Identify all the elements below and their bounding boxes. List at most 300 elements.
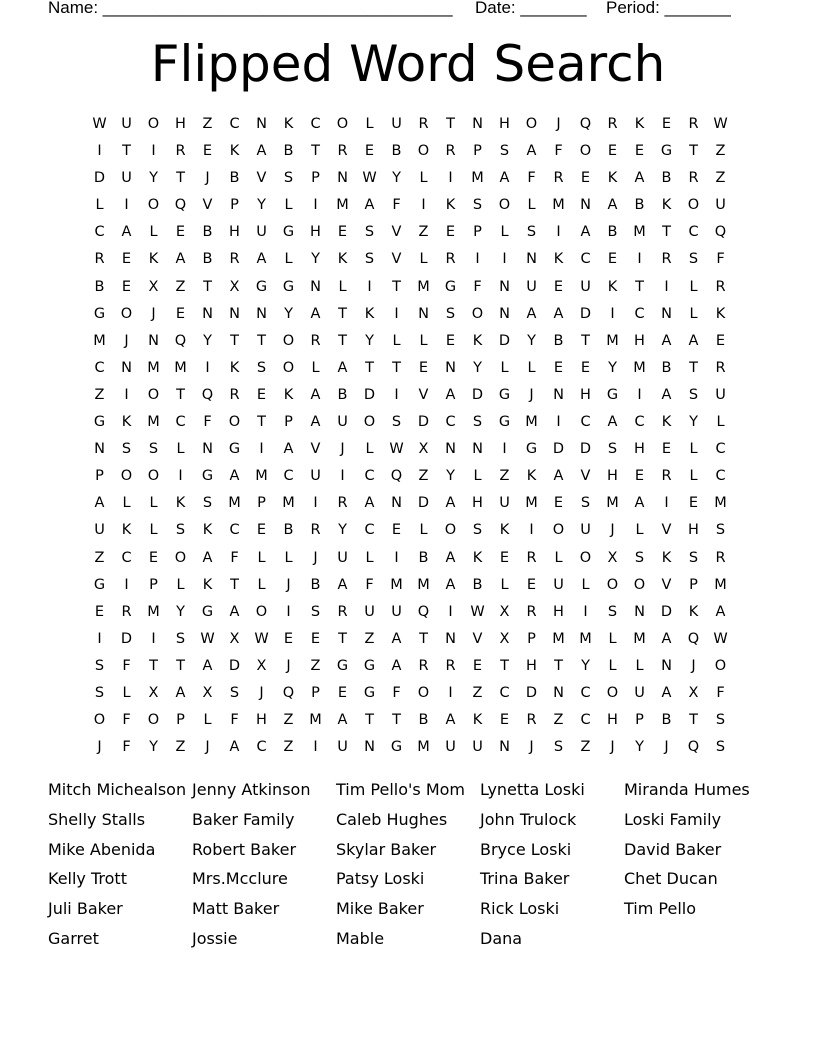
grid-letter[interactable]: Y: [527, 332, 536, 349]
grid-letter[interactable]: K: [202, 576, 213, 593]
grid-letter[interactable]: S: [364, 224, 375, 241]
grid-letter[interactable]: R: [121, 603, 132, 620]
grid-letter[interactable]: I: [97, 630, 102, 647]
grid-letter[interactable]: P: [149, 576, 158, 593]
grid-letter[interactable]: G: [363, 684, 376, 701]
grid-letter[interactable]: W: [389, 441, 404, 458]
grid-letter[interactable]: A: [607, 197, 618, 214]
grid-letter[interactable]: O: [282, 332, 295, 349]
grid-letter[interactable]: I: [151, 630, 156, 647]
grid-letter[interactable]: T: [176, 170, 185, 187]
grid-letter[interactable]: L: [689, 441, 698, 458]
grid-letter[interactable]: O: [606, 684, 619, 701]
grid-letter[interactable]: E: [337, 684, 348, 701]
grid-letter[interactable]: L: [284, 251, 293, 268]
grid-letter[interactable]: V: [580, 468, 591, 485]
grid-letter[interactable]: C: [175, 414, 186, 431]
grid-letter[interactable]: H: [553, 603, 564, 620]
grid-letter[interactable]: G: [660, 143, 673, 160]
grid-letter[interactable]: T: [257, 332, 266, 349]
grid-letter[interactable]: E: [526, 576, 537, 593]
grid-letter[interactable]: F: [473, 278, 482, 295]
grid-letter[interactable]: L: [176, 576, 185, 593]
grid-letter[interactable]: U: [391, 603, 402, 620]
grid-letter[interactable]: L: [338, 278, 347, 295]
grid-letter[interactable]: Y: [608, 359, 617, 376]
grid-letter[interactable]: Z: [715, 170, 726, 187]
grid-letter[interactable]: O: [228, 414, 241, 431]
grid-letter[interactable]: D: [228, 657, 241, 674]
grid-letter[interactable]: E: [580, 170, 591, 187]
grid-letter[interactable]: Y: [203, 332, 212, 349]
grid-letter[interactable]: E: [94, 603, 105, 620]
grid-letter[interactable]: C: [229, 522, 240, 539]
grid-letter[interactable]: I: [637, 251, 642, 268]
grid-letter[interactable]: I: [313, 197, 318, 214]
grid-letter[interactable]: U: [121, 116, 132, 132]
grid-letter[interactable]: V: [661, 522, 672, 539]
grid-letter[interactable]: A: [283, 441, 294, 458]
grid-letter[interactable]: P: [473, 224, 482, 241]
grid-letter[interactable]: O: [363, 414, 376, 431]
grid-letter[interactable]: I: [124, 576, 129, 593]
grid-letter[interactable]: L: [419, 522, 428, 539]
grid-letter[interactable]: N: [499, 739, 510, 756]
grid-letter[interactable]: J: [340, 441, 345, 458]
grid-letter[interactable]: O: [93, 712, 106, 729]
grid-letter[interactable]: U: [121, 170, 132, 187]
grid-letter[interactable]: K: [202, 522, 213, 539]
grid-letter[interactable]: A: [364, 197, 375, 214]
grid-letter[interactable]: F: [365, 576, 374, 593]
grid-letter[interactable]: R: [607, 116, 618, 132]
grid-letter[interactable]: F: [554, 143, 563, 160]
grid-letter[interactable]: M: [714, 495, 727, 512]
grid-letter[interactable]: U: [310, 468, 321, 485]
grid-letter[interactable]: S: [688, 251, 699, 268]
grid-letter[interactable]: F: [716, 684, 725, 701]
grid-letter[interactable]: A: [445, 386, 456, 403]
grid-letter[interactable]: L: [500, 576, 509, 593]
grid-letter[interactable]: A: [688, 332, 699, 349]
grid-letter[interactable]: G: [363, 657, 376, 674]
grid-letter[interactable]: I: [448, 603, 453, 620]
grid-letter[interactable]: S: [715, 739, 726, 756]
grid-letter[interactable]: M: [417, 278, 430, 295]
grid-letter[interactable]: T: [203, 278, 212, 295]
grid-letter[interactable]: Z: [418, 224, 429, 241]
grid-letter[interactable]: T: [635, 278, 644, 295]
grid-letter[interactable]: K: [607, 278, 618, 295]
grid-letter[interactable]: M: [309, 712, 322, 729]
grid-letter[interactable]: A: [364, 495, 375, 512]
grid-letter[interactable]: U: [472, 739, 483, 756]
grid-letter[interactable]: Y: [446, 468, 455, 485]
grid-letter[interactable]: E: [445, 332, 456, 349]
grid-letter[interactable]: E: [418, 359, 429, 376]
grid-letter[interactable]: N: [445, 359, 456, 376]
grid-letter[interactable]: X: [688, 684, 699, 701]
grid-letter[interactable]: J: [259, 684, 264, 701]
grid-letter[interactable]: M: [525, 414, 538, 431]
grid-letter[interactable]: N: [661, 305, 672, 322]
grid-letter[interactable]: O: [633, 576, 646, 593]
grid-letter[interactable]: T: [149, 657, 158, 674]
grid-letter[interactable]: A: [94, 495, 105, 512]
period-field-label[interactable]: Period: _______: [606, 0, 731, 17]
grid-letter[interactable]: N: [472, 441, 483, 458]
grid-letter[interactable]: I: [664, 495, 669, 512]
grid-letter[interactable]: X: [256, 657, 267, 674]
grid-letter[interactable]: B: [472, 576, 483, 593]
grid-letter[interactable]: L: [581, 576, 590, 593]
grid-letter[interactable]: W: [470, 603, 485, 620]
grid-letter[interactable]: L: [500, 359, 509, 376]
grid-letter[interactable]: X: [418, 441, 429, 458]
grid-letter[interactable]: O: [552, 522, 565, 539]
grid-letter[interactable]: L: [689, 468, 698, 485]
grid-letter[interactable]: L: [716, 414, 725, 431]
grid-letter[interactable]: I: [421, 197, 426, 214]
grid-letter[interactable]: N: [121, 359, 132, 376]
grid-letter[interactable]: E: [175, 224, 186, 241]
grid-letter[interactable]: Y: [338, 522, 347, 539]
grid-letter[interactable]: S: [472, 414, 483, 431]
grid-letter[interactable]: T: [581, 332, 590, 349]
grid-letter[interactable]: E: [580, 359, 591, 376]
grid-letter[interactable]: E: [202, 143, 213, 160]
grid-letter[interactable]: L: [365, 441, 374, 458]
grid-letter[interactable]: S: [499, 143, 510, 160]
grid-letter[interactable]: E: [310, 630, 321, 647]
grid-letter[interactable]: F: [230, 549, 239, 566]
grid-letter[interactable]: O: [147, 386, 160, 403]
grid-letter[interactable]: B: [661, 359, 672, 376]
grid-letter[interactable]: S: [634, 549, 645, 566]
grid-letter[interactable]: K: [526, 468, 537, 485]
grid-letter[interactable]: J: [610, 739, 615, 756]
grid-letter[interactable]: C: [580, 712, 591, 729]
grid-letter[interactable]: Y: [257, 197, 266, 214]
grid-letter[interactable]: I: [313, 739, 318, 756]
grid-letter[interactable]: C: [715, 441, 726, 458]
grid-letter[interactable]: I: [394, 386, 399, 403]
grid-letter[interactable]: B: [391, 143, 402, 160]
grid-letter[interactable]: Z: [94, 549, 105, 566]
grid-letter[interactable]: O: [579, 143, 592, 160]
grid-letter[interactable]: Q: [390, 468, 403, 485]
grid-letter[interactable]: K: [688, 603, 699, 620]
grid-letter[interactable]: L: [419, 251, 428, 268]
grid-letter[interactable]: A: [526, 305, 537, 322]
grid-letter[interactable]: L: [257, 549, 266, 566]
grid-letter[interactable]: M: [417, 739, 430, 756]
grid-letter[interactable]: L: [149, 224, 158, 241]
grid-letter[interactable]: M: [417, 576, 430, 593]
grid-letter[interactable]: N: [391, 495, 402, 512]
grid-letter[interactable]: G: [606, 386, 619, 403]
grid-letter[interactable]: Z: [283, 739, 294, 756]
grid-letter[interactable]: U: [364, 603, 375, 620]
grid-letter[interactable]: T: [311, 143, 320, 160]
name-field-label[interactable]: Name: _____________________________________: [48, 0, 453, 17]
grid-letter[interactable]: C: [94, 224, 105, 241]
grid-letter[interactable]: A: [661, 630, 672, 647]
grid-letter[interactable]: Z: [202, 116, 213, 132]
grid-letter[interactable]: T: [689, 359, 698, 376]
grid-letter[interactable]: N: [499, 305, 510, 322]
grid-letter[interactable]: C: [580, 684, 591, 701]
grid-letter[interactable]: R: [688, 170, 699, 187]
grid-letter[interactable]: I: [124, 197, 129, 214]
grid-letter[interactable]: M: [390, 576, 403, 593]
grid-letter[interactable]: O: [147, 197, 160, 214]
grid-letter[interactable]: K: [337, 251, 348, 268]
grid-letter[interactable]: A: [202, 549, 213, 566]
grid-letter[interactable]: S: [553, 739, 564, 756]
grid-letter[interactable]: W: [92, 116, 107, 132]
grid-letter[interactable]: O: [120, 468, 133, 485]
grid-letter[interactable]: Z: [418, 468, 429, 485]
grid-letter[interactable]: J: [97, 739, 102, 756]
grid-letter[interactable]: U: [445, 739, 456, 756]
grid-letter[interactable]: E: [472, 657, 483, 674]
grid-letter[interactable]: R: [418, 657, 429, 674]
grid-letter[interactable]: O: [471, 305, 484, 322]
grid-letter[interactable]: U: [256, 224, 267, 241]
grid-letter[interactable]: G: [201, 603, 214, 620]
grid-letter[interactable]: I: [448, 684, 453, 701]
grid-letter[interactable]: U: [499, 495, 510, 512]
grid-letter[interactable]: E: [499, 712, 510, 729]
grid-letter[interactable]: O: [147, 468, 160, 485]
grid-letter[interactable]: O: [120, 305, 133, 322]
grid-letter[interactable]: X: [229, 278, 240, 295]
grid-letter[interactable]: G: [93, 305, 106, 322]
grid-letter[interactable]: O: [147, 712, 160, 729]
grid-letter[interactable]: F: [230, 712, 239, 729]
grid-letter[interactable]: K: [148, 251, 159, 268]
grid-letter[interactable]: A: [256, 251, 267, 268]
grid-letter[interactable]: N: [148, 332, 159, 349]
grid-letter[interactable]: T: [689, 143, 698, 160]
grid-letter[interactable]: W: [713, 630, 728, 647]
grid-letter[interactable]: K: [499, 522, 510, 539]
grid-letter[interactable]: Q: [201, 386, 214, 403]
grid-letter[interactable]: K: [283, 386, 294, 403]
grid-letter[interactable]: K: [715, 305, 726, 322]
grid-letter[interactable]: L: [257, 576, 266, 593]
grid-letter[interactable]: D: [471, 386, 484, 403]
grid-letter[interactable]: A: [391, 657, 402, 674]
grid-letter[interactable]: G: [498, 414, 511, 431]
grid-letter[interactable]: M: [147, 359, 160, 376]
grid-letter[interactable]: N: [418, 305, 429, 322]
grid-letter[interactable]: R: [715, 549, 726, 566]
grid-letter[interactable]: B: [553, 332, 564, 349]
grid-letter[interactable]: H: [499, 116, 510, 132]
grid-letter[interactable]: J: [664, 739, 669, 756]
grid-letter[interactable]: Q: [174, 197, 187, 214]
grid-letter[interactable]: Z: [175, 739, 186, 756]
grid-letter[interactable]: E: [553, 359, 564, 376]
grid-letter[interactable]: P: [635, 712, 644, 729]
grid-letter[interactable]: S: [202, 495, 213, 512]
grid-letter[interactable]: A: [337, 359, 348, 376]
grid-letter[interactable]: H: [688, 522, 699, 539]
grid-letter[interactable]: Y: [392, 170, 401, 187]
grid-letter[interactable]: H: [229, 224, 240, 241]
grid-letter[interactable]: D: [93, 170, 106, 187]
grid-letter[interactable]: T: [392, 712, 401, 729]
grid-letter[interactable]: Z: [364, 630, 375, 647]
grid-letter[interactable]: I: [610, 305, 615, 322]
grid-letter[interactable]: S: [715, 522, 726, 539]
grid-letter[interactable]: D: [417, 414, 430, 431]
grid-letter[interactable]: K: [661, 414, 672, 431]
grid-letter[interactable]: P: [257, 495, 266, 512]
grid-letter[interactable]: A: [580, 224, 591, 241]
grid-letter[interactable]: H: [634, 441, 645, 458]
grid-letter[interactable]: H: [472, 495, 483, 512]
grid-letter[interactable]: V: [472, 630, 483, 647]
grid-letter[interactable]: Y: [581, 657, 590, 674]
grid-letter[interactable]: Q: [174, 332, 187, 349]
grid-letter[interactable]: E: [445, 224, 456, 241]
grid-letter[interactable]: S: [472, 522, 483, 539]
grid-letter[interactable]: Y: [176, 603, 185, 620]
grid-letter[interactable]: O: [606, 576, 619, 593]
grid-letter[interactable]: I: [583, 603, 588, 620]
grid-letter[interactable]: F: [203, 414, 212, 431]
grid-letter[interactable]: Z: [94, 386, 105, 403]
grid-letter[interactable]: J: [286, 576, 291, 593]
grid-letter[interactable]: L: [122, 684, 131, 701]
grid-letter[interactable]: M: [633, 359, 646, 376]
grid-letter[interactable]: X: [148, 278, 159, 295]
grid-letter[interactable]: L: [527, 197, 536, 214]
grid-letter[interactable]: M: [552, 197, 565, 214]
grid-letter[interactable]: Z: [715, 143, 726, 160]
grid-letter[interactable]: R: [175, 143, 186, 160]
grid-letter[interactable]: E: [634, 143, 645, 160]
grid-letter[interactable]: T: [338, 332, 347, 349]
grid-letter[interactable]: E: [391, 522, 402, 539]
grid-letter[interactable]: E: [553, 495, 564, 512]
grid-letter[interactable]: R: [337, 143, 348, 160]
grid-letter[interactable]: R: [715, 278, 726, 295]
grid-letter[interactable]: R: [94, 251, 105, 268]
grid-letter[interactable]: E: [715, 332, 726, 349]
grid-letter[interactable]: S: [607, 441, 618, 458]
grid-letter[interactable]: A: [445, 576, 456, 593]
grid-letter[interactable]: S: [445, 305, 456, 322]
grid-letter[interactable]: K: [472, 712, 483, 729]
grid-letter[interactable]: N: [553, 684, 564, 701]
grid-letter[interactable]: R: [337, 495, 348, 512]
grid-letter[interactable]: A: [202, 657, 213, 674]
grid-letter[interactable]: A: [445, 712, 456, 729]
grid-letter[interactable]: A: [229, 468, 240, 485]
grid-letter[interactable]: X: [148, 684, 159, 701]
grid-letter[interactable]: S: [175, 522, 186, 539]
grid-letter[interactable]: E: [688, 495, 699, 512]
grid-letter[interactable]: L: [284, 549, 293, 566]
grid-letter[interactable]: X: [607, 549, 618, 566]
grid-letter[interactable]: T: [689, 712, 698, 729]
grid-letter[interactable]: A: [337, 576, 348, 593]
grid-letter[interactable]: O: [498, 197, 511, 214]
grid-letter[interactable]: I: [448, 170, 453, 187]
grid-letter[interactable]: X: [229, 630, 240, 647]
grid-letter[interactable]: F: [716, 251, 725, 268]
grid-letter[interactable]: N: [229, 305, 240, 322]
grid-letter[interactable]: L: [149, 495, 158, 512]
grid-letter[interactable]: I: [124, 386, 129, 403]
grid-letter[interactable]: K: [661, 197, 672, 214]
grid-letter[interactable]: Q: [579, 116, 592, 132]
grid-letter[interactable]: N: [499, 278, 510, 295]
grid-letter[interactable]: O: [255, 603, 268, 620]
grid-letter[interactable]: F: [122, 712, 131, 729]
grid-letter[interactable]: A: [607, 414, 618, 431]
grid-letter[interactable]: O: [336, 116, 349, 132]
grid-letter[interactable]: O: [417, 143, 430, 160]
grid-letter[interactable]: K: [283, 116, 294, 132]
grid-letter[interactable]: L: [176, 441, 185, 458]
grid-letter[interactable]: L: [608, 630, 617, 647]
grid-letter[interactable]: K: [553, 251, 564, 268]
grid-letter[interactable]: U: [337, 739, 348, 756]
grid-letter[interactable]: Y: [284, 305, 293, 322]
grid-letter[interactable]: B: [661, 170, 672, 187]
grid-letter[interactable]: D: [120, 630, 133, 647]
grid-letter[interactable]: M: [336, 197, 349, 214]
grid-letter[interactable]: I: [502, 441, 507, 458]
grid-letter[interactable]: H: [526, 657, 537, 674]
grid-letter[interactable]: P: [95, 468, 104, 485]
grid-letter[interactable]: S: [94, 684, 105, 701]
grid-letter[interactable]: I: [178, 468, 183, 485]
grid-letter[interactable]: L: [554, 549, 563, 566]
grid-letter[interactable]: M: [714, 576, 727, 593]
grid-letter[interactable]: Y: [473, 359, 482, 376]
grid-letter[interactable]: K: [229, 359, 240, 376]
grid-letter[interactable]: A: [175, 251, 186, 268]
grid-letter[interactable]: L: [419, 170, 428, 187]
grid-letter[interactable]: L: [527, 359, 536, 376]
grid-letter[interactable]: E: [499, 549, 510, 566]
grid-letter[interactable]: D: [579, 305, 592, 322]
grid-letter[interactable]: H: [634, 332, 645, 349]
grid-letter[interactable]: T: [662, 224, 671, 241]
grid-letter[interactable]: E: [121, 251, 132, 268]
grid-letter[interactable]: D: [363, 386, 376, 403]
grid-letter[interactable]: I: [340, 468, 345, 485]
grid-letter[interactable]: N: [661, 657, 672, 674]
grid-letter[interactable]: I: [367, 278, 372, 295]
grid-letter[interactable]: C: [634, 414, 645, 431]
grid-letter[interactable]: J: [610, 522, 615, 539]
grid-letter[interactable]: P: [176, 712, 185, 729]
grid-letter[interactable]: D: [660, 603, 673, 620]
grid-letter[interactable]: B: [94, 278, 105, 295]
grid-letter[interactable]: S: [121, 441, 132, 458]
grid-letter[interactable]: S: [256, 359, 267, 376]
grid-letter[interactable]: V: [391, 251, 402, 268]
grid-letter[interactable]: R: [337, 603, 348, 620]
grid-letter[interactable]: I: [556, 224, 561, 241]
